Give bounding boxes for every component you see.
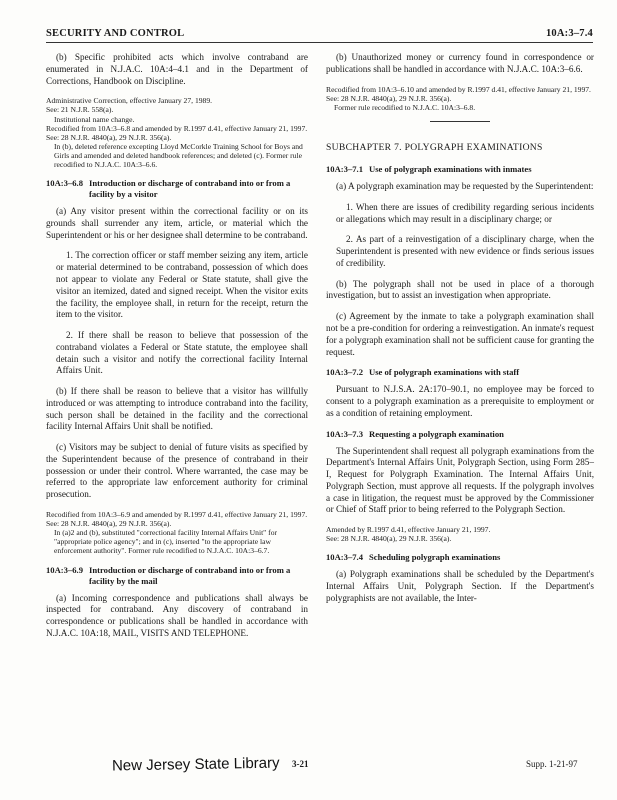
history-note	[326, 525, 594, 543]
subchapter-heading: SUBCHAPTER 7. POLYGRAPH EXAMINATIONS	[326, 141, 543, 153]
note-line: Institutional name change.	[54, 114, 135, 124]
history-note	[46, 96, 308, 169]
section-title: Scheduling polygraph examinations	[369, 552, 501, 563]
note-line: Administrative Correction, effective January 27, 1989.	[46, 96, 213, 106]
section-title: Introduction or discharge of contraband into or from a facility by the mail	[89, 564, 291, 586]
header-title: SECURITY AND CONTROL	[46, 28, 185, 39]
paragraph: The Superintendent shall request all polygraph examinations from the Department's Internal Affairs Unit, Polygraph Section, using Form 285–I, Request for Polygraph Examination. The Internal Affairs Unit, Polygraph Section, must approve all requests. If the polygraph involves a case in litigation, the request must be approved by the Commissioner or Chief of Staff prior to being referred to the Polygraph Section.	[326, 445, 594, 515]
page-number: 3-21	[292, 759, 309, 769]
divider	[430, 121, 490, 122]
note-line: See: 28 N.J.R. 4840(a), 29 N.J.R. 356(a).	[326, 93, 452, 103]
section-title: Use of polygraph examinations with staff	[369, 367, 520, 378]
section-heading	[326, 164, 594, 175]
section-heading	[326, 429, 594, 440]
note-line: See: 21 N.J.R. 558(a).	[46, 105, 114, 115]
history-note	[326, 85, 594, 112]
note-line: See: 28 N.J.R. 4840(a), 29 N.J.R. 356(a).	[46, 132, 172, 142]
section-heading	[326, 552, 594, 563]
paragraph: (b) If there shall be reason to believe that a visitor has willfully introduced or was attempting to introduce contraband into the facility, such person shall be detained in the facility and the correctional facility Internal Affairs Unit shall be notified.	[46, 386, 308, 432]
paragraph: 1. The correction officer or staff member seizing any item, article or material determined to be contraband, possession of which does not appear to violate any Federal or State statute, shall give the visitor an itemized, dated and signed receipt. When the visitor exits the facility, the employee shall, in return for the receipt, return the item to the visitor.	[56, 250, 308, 320]
header-section-range: 10A:3–7.4	[545, 28, 593, 39]
note-line: Recodified from 10A:3–6.10 and amended by R.1997 d.41, effective January 21, 1997.	[326, 84, 591, 94]
library-stamp: New Jersey State Library	[111, 754, 280, 775]
section-heading	[46, 565, 308, 587]
paragraph: (a) A polygraph examination may be requested by the Superintendent:	[336, 181, 594, 192]
paragraph: (c) Visitors may be subject to denial of future visits as specified by the Superintendent because of the presence of contraband in their possession or under their control. Where warranted, the case may be referred to the appropriate law enforcement authority for criminal prosecution.	[46, 442, 308, 500]
note-line: See: 28 N.J.R. 4840(a), 29 N.J.R. 356(a).	[326, 534, 452, 544]
section-title: Requesting a polygraph examination	[369, 428, 504, 439]
left-column	[46, 52, 308, 649]
note-line: Amended by R.1997 d.41, effective January 21, 1997.	[326, 525, 491, 535]
section-number: 10A:3–6.9	[46, 564, 83, 575]
paragraph: (a) Incoming correspondence and publications shall always be inspected for contraband. Any discovery of contraband in correspondence or publications shall be handled in accordance with N.J.A.C. 10A:18, MAIL, VISITS AND TELEPHONE.	[46, 592, 308, 638]
paragraph: (a) Any visitor present within the correctional facility or on its grounds shall surrender any item, article, or material which the Superintendent or his or her designee shall determine to be contraband.	[46, 206, 308, 240]
paragraph: 2. As part of a reinvestigation of a disciplinary charge, when the Superintendent is presented with new evidence or finds serious issues of credibility.	[336, 234, 594, 268]
supplement-date: Supp. 1-21-97	[526, 759, 578, 769]
note-line: In (b), deleted reference excepting Lloyd McCorkle Training School for Boys and Girls and amended and deleted handbook references; and deleted (c). Former rule recodified to N.J.A.C. 10A:3–6.6.	[54, 141, 303, 170]
note-line: In (a)2 and (b), substituted "correctional facility Internal Affairs Unit" for "appropriate police agency"; and in (c), inserted "to the appropriate law enforcement authority". Former rule recodified to N.J.A.C. 10A:3–6.7.	[54, 528, 278, 556]
section-heading	[46, 178, 308, 200]
section-number: 10A:3–7.4	[326, 552, 363, 563]
section-number: 10A:3–6.8	[46, 178, 83, 189]
paragraph: 2. If there shall be reason to believe that possession of the contraband violates a Federal or State statute, the employee shall detain such a visitor and notify the correctional facility Internal Affairs Unit.	[56, 330, 308, 376]
note-line: Recodified from 10A:3–6.9 and amended by R.1997 d.41, effective January 21, 1997.	[46, 510, 308, 520]
section-title: Introduction or discharge of contraband into or from a facility by a visitor	[89, 178, 291, 200]
paragraph: (b) Specific prohibited acts which involve contraband are enumerated in N.J.A.C. 10A:4–4.1 and in the Department of Corrections, Handbook on Discipline.	[46, 52, 308, 86]
section-heading	[326, 367, 594, 378]
history-note	[46, 510, 308, 556]
paragraph: Pursuant to N.J.S.A. 2A:170–90.1, no employee may be forced to consent to a polygraph examination as a prerequisite to employment or as a condition of retaining employment.	[326, 384, 594, 418]
note-line: See: 28 N.J.R. 4840(a), 29 N.J.R. 356(a).	[46, 519, 172, 529]
note-line: Recodified from 10A:3–6.8 and amended by R.1997 d.41, effective January 21, 1997.	[46, 123, 308, 133]
right-column	[326, 52, 594, 614]
paragraph: 1. When there are issues of credibility regarding serious incidents or allegations which may result in a disciplinary charge; or	[336, 201, 594, 224]
running-header	[46, 28, 593, 43]
paragraph: (b) Unauthorized money or currency found in correspondence or publications shall be handled in accordance with N.J.A.C. 10A:3–6.6.	[326, 52, 594, 74]
section-title: Use of polygraph examinations with inmates	[369, 164, 532, 175]
section-number: 10A:3–7.2	[326, 367, 363, 378]
paragraph: (b) The polygraph shall not be used in place of a thorough investigation, but to assist an investigation when appropriate.	[326, 278, 594, 301]
paragraph: (c) Agreement by the inmate to take a polygraph examination shall not be a pre-condition for ordering a reinvestigation. An inmate's request for a polygraph examination shall not be sufficient cause for granting the request.	[326, 311, 594, 357]
section-number: 10A:3–7.1	[326, 164, 363, 175]
paragraph: (a) Polygraph examinations shall be scheduled by the Department's Internal Affairs Unit, Polygraph Section. If the Department's polygraphists are not available, the Inter-	[326, 569, 594, 603]
note-line: Former rule recodified to N.J.A.C. 10A:3–6.8.	[334, 102, 476, 112]
section-number: 10A:3–7.3	[326, 428, 363, 439]
